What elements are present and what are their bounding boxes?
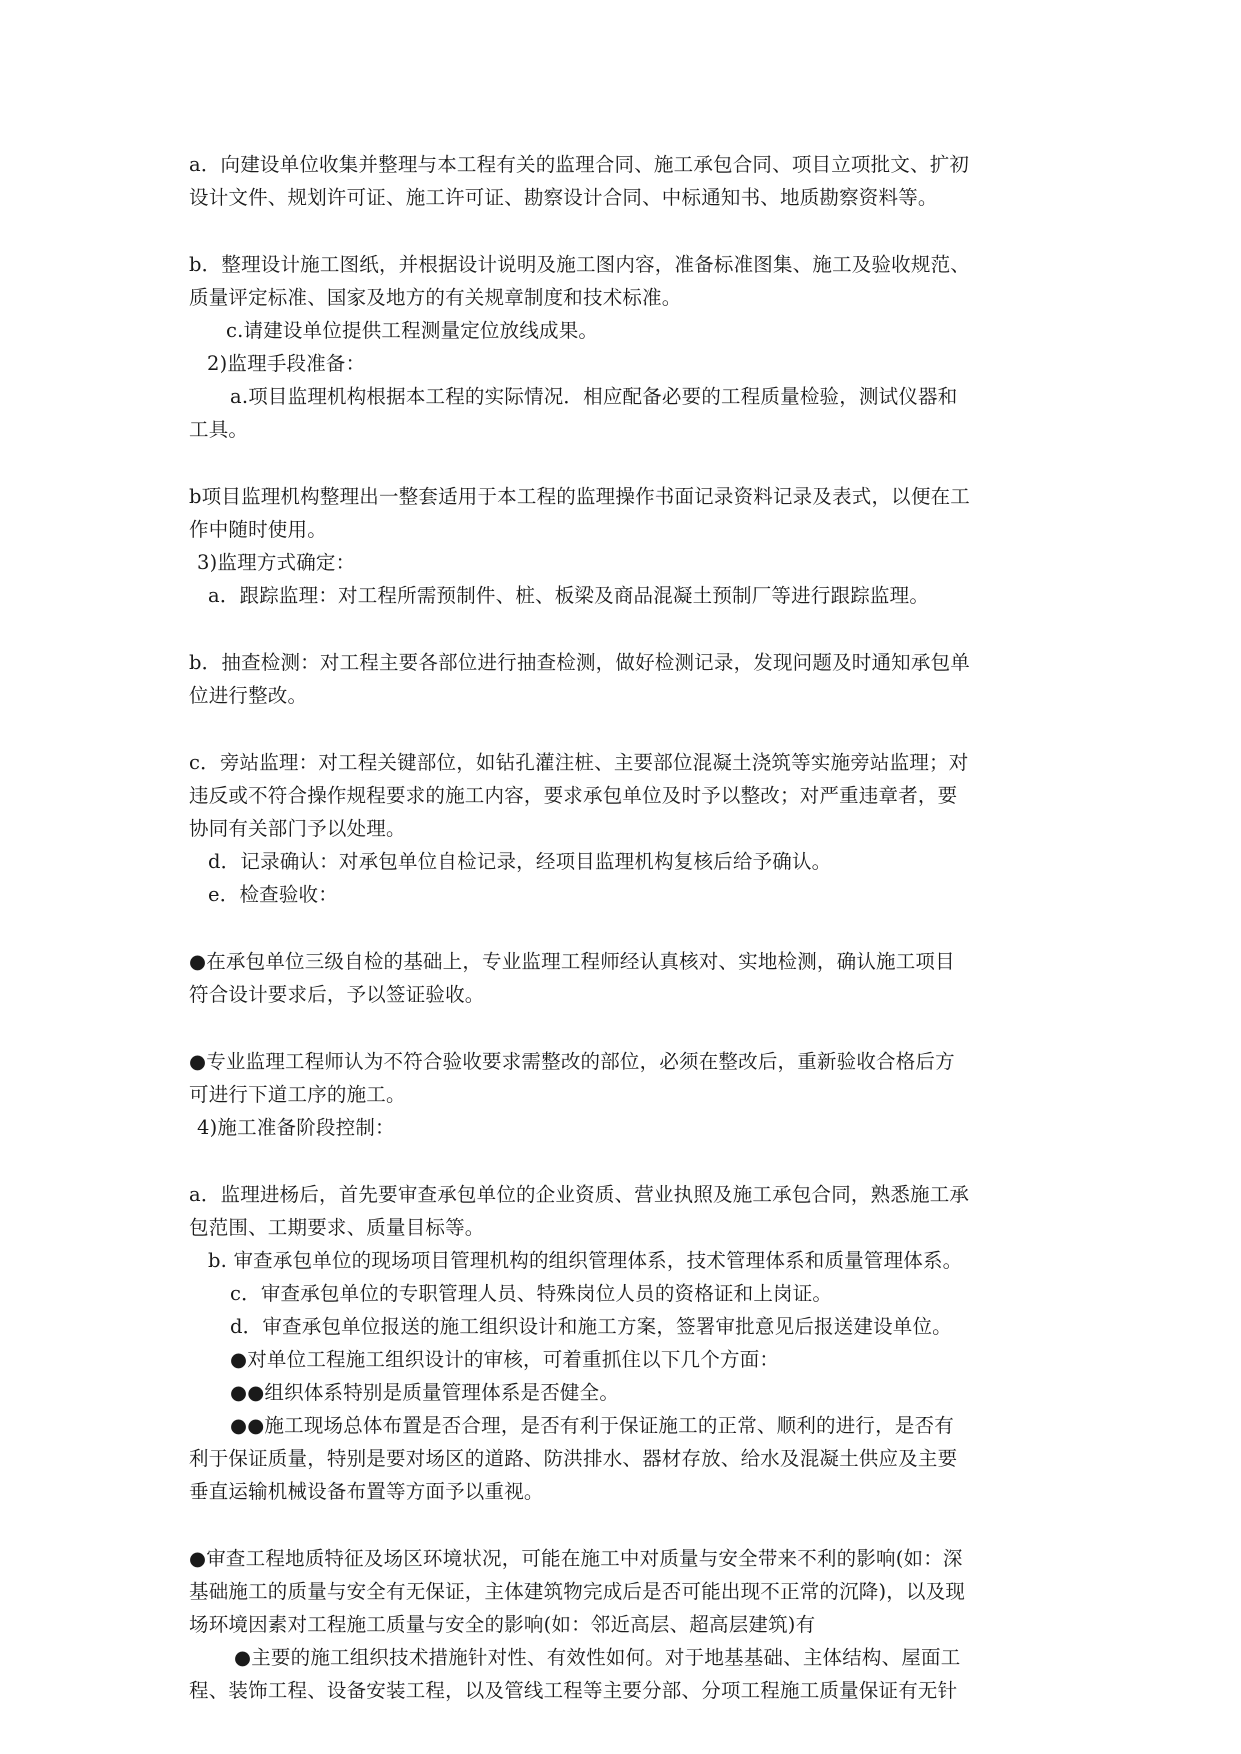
text-line: 场环境因素对工程施工质量与安全的影响(如：邻近高层、超高层建筑)有 bbox=[189, 1613, 816, 1636]
text-line: 可进行下道工序的施工。 bbox=[189, 1083, 406, 1106]
text-line: ●●组织体系特别是质量管理体系是否健全。 bbox=[230, 1381, 620, 1404]
text-line: d．审查承包单位报送的施工组织设计和施工方案，签署审批意见后报送建设单位。 bbox=[230, 1315, 952, 1338]
text-line: a．监理进杨后，首先要审查承包单位的企业资质、营业执照及施工承包合同，熟悉施工承 bbox=[189, 1183, 970, 1206]
text-line: a．跟踪监理：对工程所需预制件、桩、板梁及商品混凝土预制厂等进行跟踪监理。 bbox=[208, 584, 930, 607]
text-line: ●主要的施工组织技术措施针对性、有效性如何。对于地基基础、主体结构、屋面工 bbox=[234, 1646, 961, 1669]
text-line: a.项目监理机构根据本工程的实际情况．相应配备必要的工程质量检验，测试仪器和 bbox=[230, 385, 958, 408]
text-line: 程、装饰工程、设备安装工程，以及管线工程等主要分部、分项工程施工质量保证有无针 bbox=[189, 1679, 958, 1702]
text-line: 作中随时使用。 bbox=[189, 518, 327, 541]
text-line: ●在承包单位三级自检的基础上，专业监理工程师经认真核对、实地检测，确认施工项目 bbox=[189, 950, 955, 973]
text-line: ●审查工程地质特征及场区环境状况，可能在施工中对质量与安全带来不利的影响(如：深 bbox=[189, 1547, 963, 1570]
text-line: c．旁站监理：对工程关键部位，如钻孔灌注桩、主要部位混凝土浇筑等实施旁站监理；对 bbox=[189, 751, 969, 774]
text-line: a．向建设单位收集并整理与本工程有关的监理合同、施工承包合同、项目立项批文、扩初 bbox=[189, 153, 970, 176]
text-line: 质量评定标准、国家及地方的有关规章制度和技术标准。 bbox=[189, 286, 682, 309]
text-line: 包范围、工期要求、质量目标等。 bbox=[189, 1216, 485, 1239]
text-line: d．记录确认：对承包单位自检记录，经项目监理机构复核后给予确认。 bbox=[208, 850, 832, 873]
section-heading: 4)施工准备阶段控制： bbox=[197, 1116, 395, 1139]
text-line: c.请建设单位提供工程测量定位放线成果。 bbox=[226, 319, 599, 342]
text-line: ●专业监理工程师认为不符合验收要求需整改的部位，必须在整改后，重新验收合格后方 bbox=[189, 1050, 955, 1073]
text-line: 工具。 bbox=[189, 418, 249, 441]
section-heading: 2)监理手段准备： bbox=[207, 352, 366, 375]
text-line: 协同有关部门予以处理。 bbox=[189, 817, 406, 840]
text-line: 位进行整改。 bbox=[189, 684, 308, 707]
text-line: 利于保证质量，特别是要对场区的道路、防洪排水、器材存放、给水及混凝土供应及主要 bbox=[189, 1447, 958, 1470]
text-line: ●对单位工程施工组织设计的审核，可着重抓住以下几个方面： bbox=[230, 1348, 780, 1371]
text-line: 符合设计要求后，予以签证验收。 bbox=[189, 983, 485, 1006]
text-line: b．整理设计施工图纸，并根据设计说明及施工图内容，准备标准图集、施工及验收规范、 bbox=[189, 253, 970, 276]
text-line: 垂直运输机械设备布置等方面予以重视。 bbox=[189, 1480, 544, 1503]
text-line: 设计文件、规划许可证、施工许可证、勘察设计合同、中标通知书、地质勘察资料等。 bbox=[189, 186, 938, 209]
text-line: b. 审查承包单位的现场项目管理机构的组织管理体系，技术管理体系和质量管理体系。 bbox=[208, 1249, 963, 1272]
text-line: 违反或不符合操作规程要求的施工内容，要求承包单位及时予以整改；对严重违章者，要 bbox=[189, 784, 958, 807]
text-line: c．审查承包单位的专职管理人员、特殊岗位人员的资格证和上岗证。 bbox=[230, 1282, 833, 1305]
section-heading: 3)监理方式确定： bbox=[197, 551, 356, 574]
text-line: e．检查验收： bbox=[208, 883, 338, 906]
text-line: ●●施工现场总体布置是否合理，是否有利于保证施工的正常、顺利的进行，是否有 bbox=[230, 1414, 954, 1437]
text-line: b．抽查检测：对工程主要各部位进行抽查检测，做好检测记录，发现问题及时通知承包单 bbox=[189, 651, 970, 674]
text-line: 基础施工的质量与安全有无保证，主体建筑物完成后是否可能出现不正常的沉降)，以及现 bbox=[189, 1580, 966, 1603]
text-line: b项目监理机构整理出一整套适用于本工程的监理操作书面记录资料记录及表式，以便在工 bbox=[189, 485, 970, 508]
